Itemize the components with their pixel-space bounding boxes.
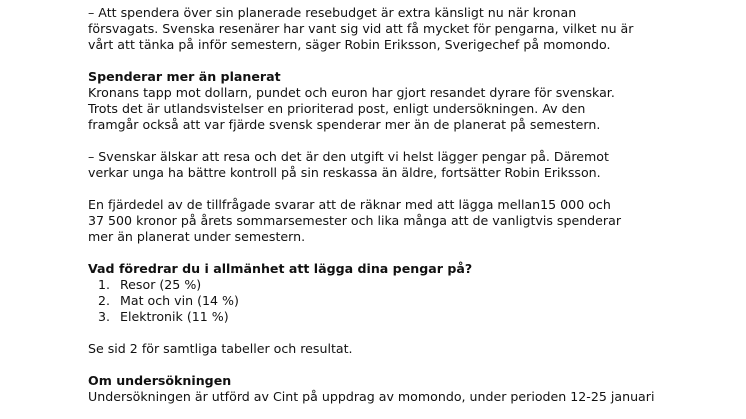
document-body <box>88 5 738 405</box>
text-line: – Svenskar älskar att resa och det är den utgift vi helst lägger pengar på. Däremot <box>88 149 609 164</box>
answer-list <box>88 277 738 325</box>
note-text: Se sid 2 för samtliga tabeller och resultat. <box>88 341 353 356</box>
list-item-number: 3. <box>97 309 110 324</box>
text-line: vårt att tänka på inför semestern, säger Robin Eriksson, Sverigechef på momondo. <box>88 37 611 52</box>
paragraph-quarter <box>88 197 738 245</box>
list-item-number: 1. <box>97 277 110 292</box>
paragraph-about <box>88 389 738 405</box>
question-heading: Vad föredrar du i allmänhet att lägga dina pengar på? <box>88 261 473 276</box>
paragraph-quote-2 <box>88 149 738 181</box>
about-heading: Om undersökningen <box>88 373 232 388</box>
text-line: verkar unga ha bättre kontroll på sin reskassa än äldre, fortsätter Robin Eriksson. <box>88 165 601 180</box>
text-line: försvagats. Svenska resenärer har vant sig vid att få mycket för pengarna, vilket nu är <box>88 21 634 36</box>
text-line: framgår också att var fjärde svensk spenderar mer än de planerat på semestern. <box>88 117 601 132</box>
text-line: mer än planerat under semestern. <box>88 229 306 244</box>
paragraph-quote-1 <box>88 5 738 53</box>
list-item-text: Resor (25 %) <box>120 277 202 292</box>
text-line: Trots det är utlandsvistelser en prioriterad post, enligt undersökningen. Av den <box>88 101 586 116</box>
text-line: – Att spendera över sin planerade resebudget är extra känsligt nu när kronan <box>88 5 577 20</box>
section-heading-spending: Spenderar mer än planerat <box>88 69 281 84</box>
list-item <box>88 293 738 309</box>
text-line: 37 500 kronor på årets sommarsemester och lika många att de vanligtvis spenderar <box>88 213 621 228</box>
list-item <box>88 309 738 325</box>
list-item <box>88 277 738 293</box>
text-line: Kronans tapp mot dollarn, pundet och euron har gjort resandet dyrare för svenskar. <box>88 85 615 100</box>
list-item-text: Elektronik (11 %) <box>120 309 229 324</box>
list-item-text: Mat och vin (14 %) <box>120 293 239 308</box>
text-line: En fjärdedel av de tillfrågade svarar att de räknar med att lägga mellan15 000 och <box>88 197 611 212</box>
paragraph-spending <box>88 85 738 133</box>
text-line: Undersökningen är utförd av Cint på uppdrag av momondo, under perioden 12-25 januari <box>88 389 655 404</box>
list-item-number: 2. <box>97 293 110 308</box>
